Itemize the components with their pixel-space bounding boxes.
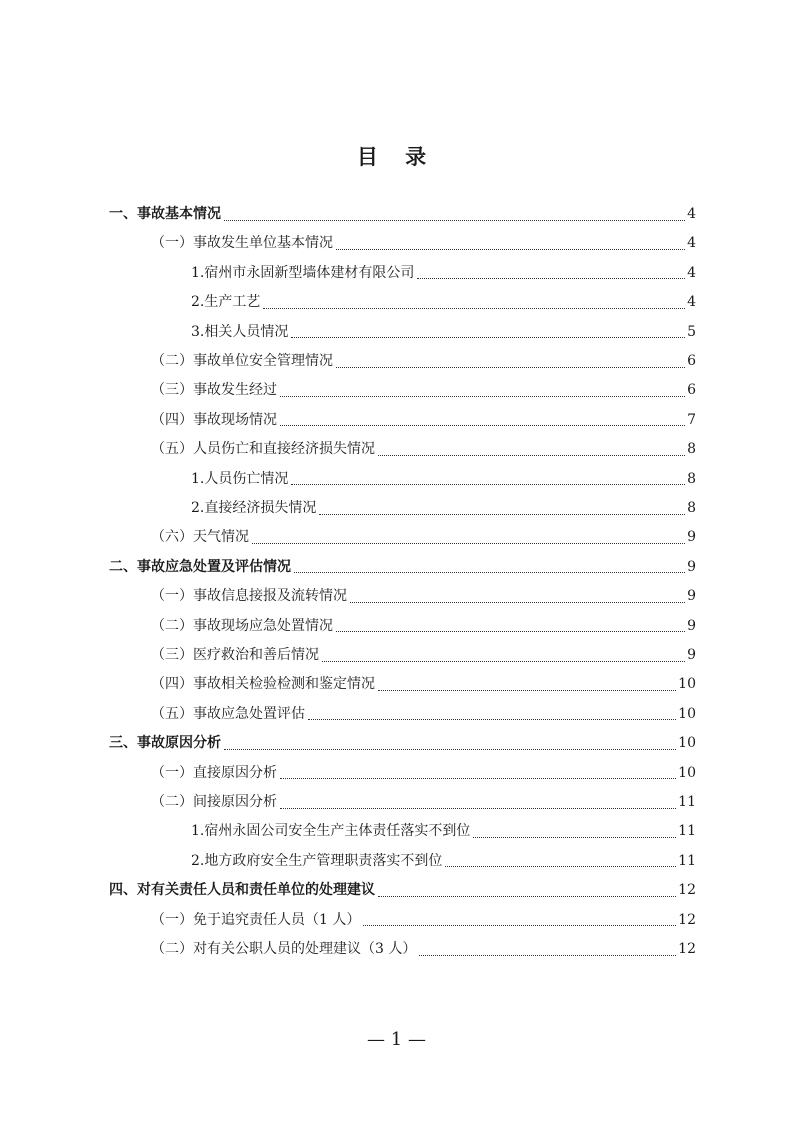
toc-leader-dots [252,542,685,544]
toc-entry-page: 6 [687,382,696,399]
toc-entry[interactable] [151,906,696,935]
toc-entry-page: 5 [687,323,696,340]
toc-leader-dots [263,307,685,309]
toc-entry[interactable] [109,729,696,758]
toc-entry-label: （五）事故应急处置评估 [151,705,305,722]
toc-entry-page: 9 [687,588,696,605]
toc-leader-dots [378,454,685,456]
toc-entry-page: 7 [687,411,696,428]
toc-entry-label: （六）天气情况 [151,529,249,546]
toc-leader-dots [308,718,676,720]
toc-entry-page: 9 [687,617,696,634]
toc-entry[interactable] [191,259,696,288]
toc-entry[interactable] [151,700,696,729]
toc-leader-dots [473,836,676,838]
toc-entry-label: （二）事故单位安全管理情况 [151,353,333,369]
toc-entry-label: 1.宿州永固公司安全生产主体责任落实不到位 [191,823,471,840]
toc-entry[interactable] [109,200,696,229]
toc-leader-dots [378,895,676,897]
toc-leader-dots [280,807,676,809]
toc-entry-page: 4 [687,294,696,311]
toc-leader-dots [378,689,676,691]
toc-entry[interactable] [151,612,696,641]
toc-leader-dots [294,571,685,573]
toc-entry-label: 3.相关人员情况 [191,323,289,340]
toc-entry-page: 9 [687,647,696,663]
toc-entry-label: （三）事故发生经过 [151,382,277,399]
toc-entry-label: 三、事故原因分析 [109,735,221,752]
page-number: — 1 — [367,1029,426,1050]
toc-entry-page: 4 [687,206,696,222]
toc-entry-page: 4 [687,235,696,252]
toc-leader-dots [280,395,685,397]
toc-entry-page: 10 [678,676,696,693]
toc-entry-label: （一）免于追究责任人员（1 人） [151,911,361,928]
toc-entry[interactable] [151,788,696,817]
toc-leader-dots [336,248,685,250]
toc-entry-page: 4 [687,264,696,281]
toc-entry[interactable] [151,229,696,258]
toc-entry[interactable] [151,435,696,464]
toc-entry-page: 8 [687,500,696,516]
toc-entry[interactable] [109,553,696,582]
toc-entry[interactable] [151,935,696,964]
toc-leader-dots [322,660,685,662]
toc-entry-label: （一）事故发生单位基本情况 [151,235,333,252]
toc-entry[interactable] [151,641,696,670]
toc-leader-dots [291,483,685,485]
toc-entry-page: 12 [678,941,696,957]
toc-entry-page: 11 [678,794,696,810]
toc-entry-label: （三）医疗救治和善后情况 [151,647,319,663]
toc-entry-page: 10 [678,705,696,722]
toc-entry-label: 二、事故应急处置及评估情况 [109,558,291,575]
toc-leader-dots [319,513,685,515]
toc-entry-page: 8 [687,470,696,487]
toc-entry[interactable] [151,759,696,788]
toc-entry[interactable] [151,376,696,405]
toc-leader-dots [224,748,676,750]
toc-entry-label: （五）人员伤亡和直接经济损失情况 [151,441,375,458]
toc-entry[interactable] [191,494,696,523]
toc-entry-page: 10 [678,735,696,752]
toc-entry[interactable] [191,288,696,317]
toc-leader-dots [363,924,676,926]
toc-entry[interactable] [191,817,696,846]
page-title: 目 录 [356,145,437,169]
toc-entry-page: 12 [678,882,696,899]
toc-entry-label: 1.宿州市永固新型墙体建材有限公司 [191,264,415,281]
toc-entry-page: 9 [687,529,696,546]
toc-entry-label: （二）间接原因分析 [151,794,277,810]
toc-entry-label: （四）事故相关检验检测和鉴定情况 [151,676,375,693]
toc-entry-label: 1.人员伤亡情况 [191,470,289,487]
toc-entry-page: 11 [678,852,696,869]
toc-entry-label: 2.直接经济损失情况 [191,500,317,516]
toc-leader-dots [224,219,685,221]
toc-entry[interactable] [191,318,696,347]
toc-entry-label: （一）直接原因分析 [151,764,277,781]
toc-entry-page: 6 [687,353,696,369]
toc-entry-label: （二）对有关公职人员的处理建议（3 人） [151,941,417,957]
toc-entry-page: 11 [678,823,696,840]
toc-entry-label: 2.生产工艺 [191,294,261,311]
toc-entry-label: 四、对有关责任人员和责任单位的处理建议 [109,882,375,899]
toc-leader-dots [445,865,676,867]
toc-entry-label: （四）事故现场情况 [151,411,277,428]
toc-entry[interactable] [191,465,696,494]
toc-entry-label: 一、事故基本情况 [109,206,221,222]
toc-entry[interactable] [151,347,696,376]
toc-leader-dots [336,366,685,368]
toc-entry[interactable] [151,582,696,611]
toc-entry-label: （二）事故现场应急处置情况 [151,617,333,634]
toc-entry[interactable] [191,847,696,876]
toc-entry[interactable] [151,670,696,699]
toc-leader-dots [291,336,685,338]
toc-entry-page: 9 [687,558,696,575]
toc-entry-label: 2.地方政府安全生产管理职责落实不到位 [191,852,443,869]
toc-leader-dots [417,277,685,279]
toc-entry[interactable] [151,523,696,552]
toc-entry-page: 12 [678,911,696,928]
toc-leader-dots [280,424,685,426]
toc-entry[interactable] [151,406,696,435]
toc-entry-page: 10 [678,764,696,781]
toc-leader-dots [350,601,685,603]
toc-leader-dots [419,954,676,956]
toc-entry-label: （一）事故信息接报及流转情况 [151,588,347,605]
toc-entry-page: 8 [687,441,696,458]
toc-entry[interactable] [109,876,696,905]
toc-leader-dots [280,777,676,779]
toc-leader-dots [336,630,685,632]
